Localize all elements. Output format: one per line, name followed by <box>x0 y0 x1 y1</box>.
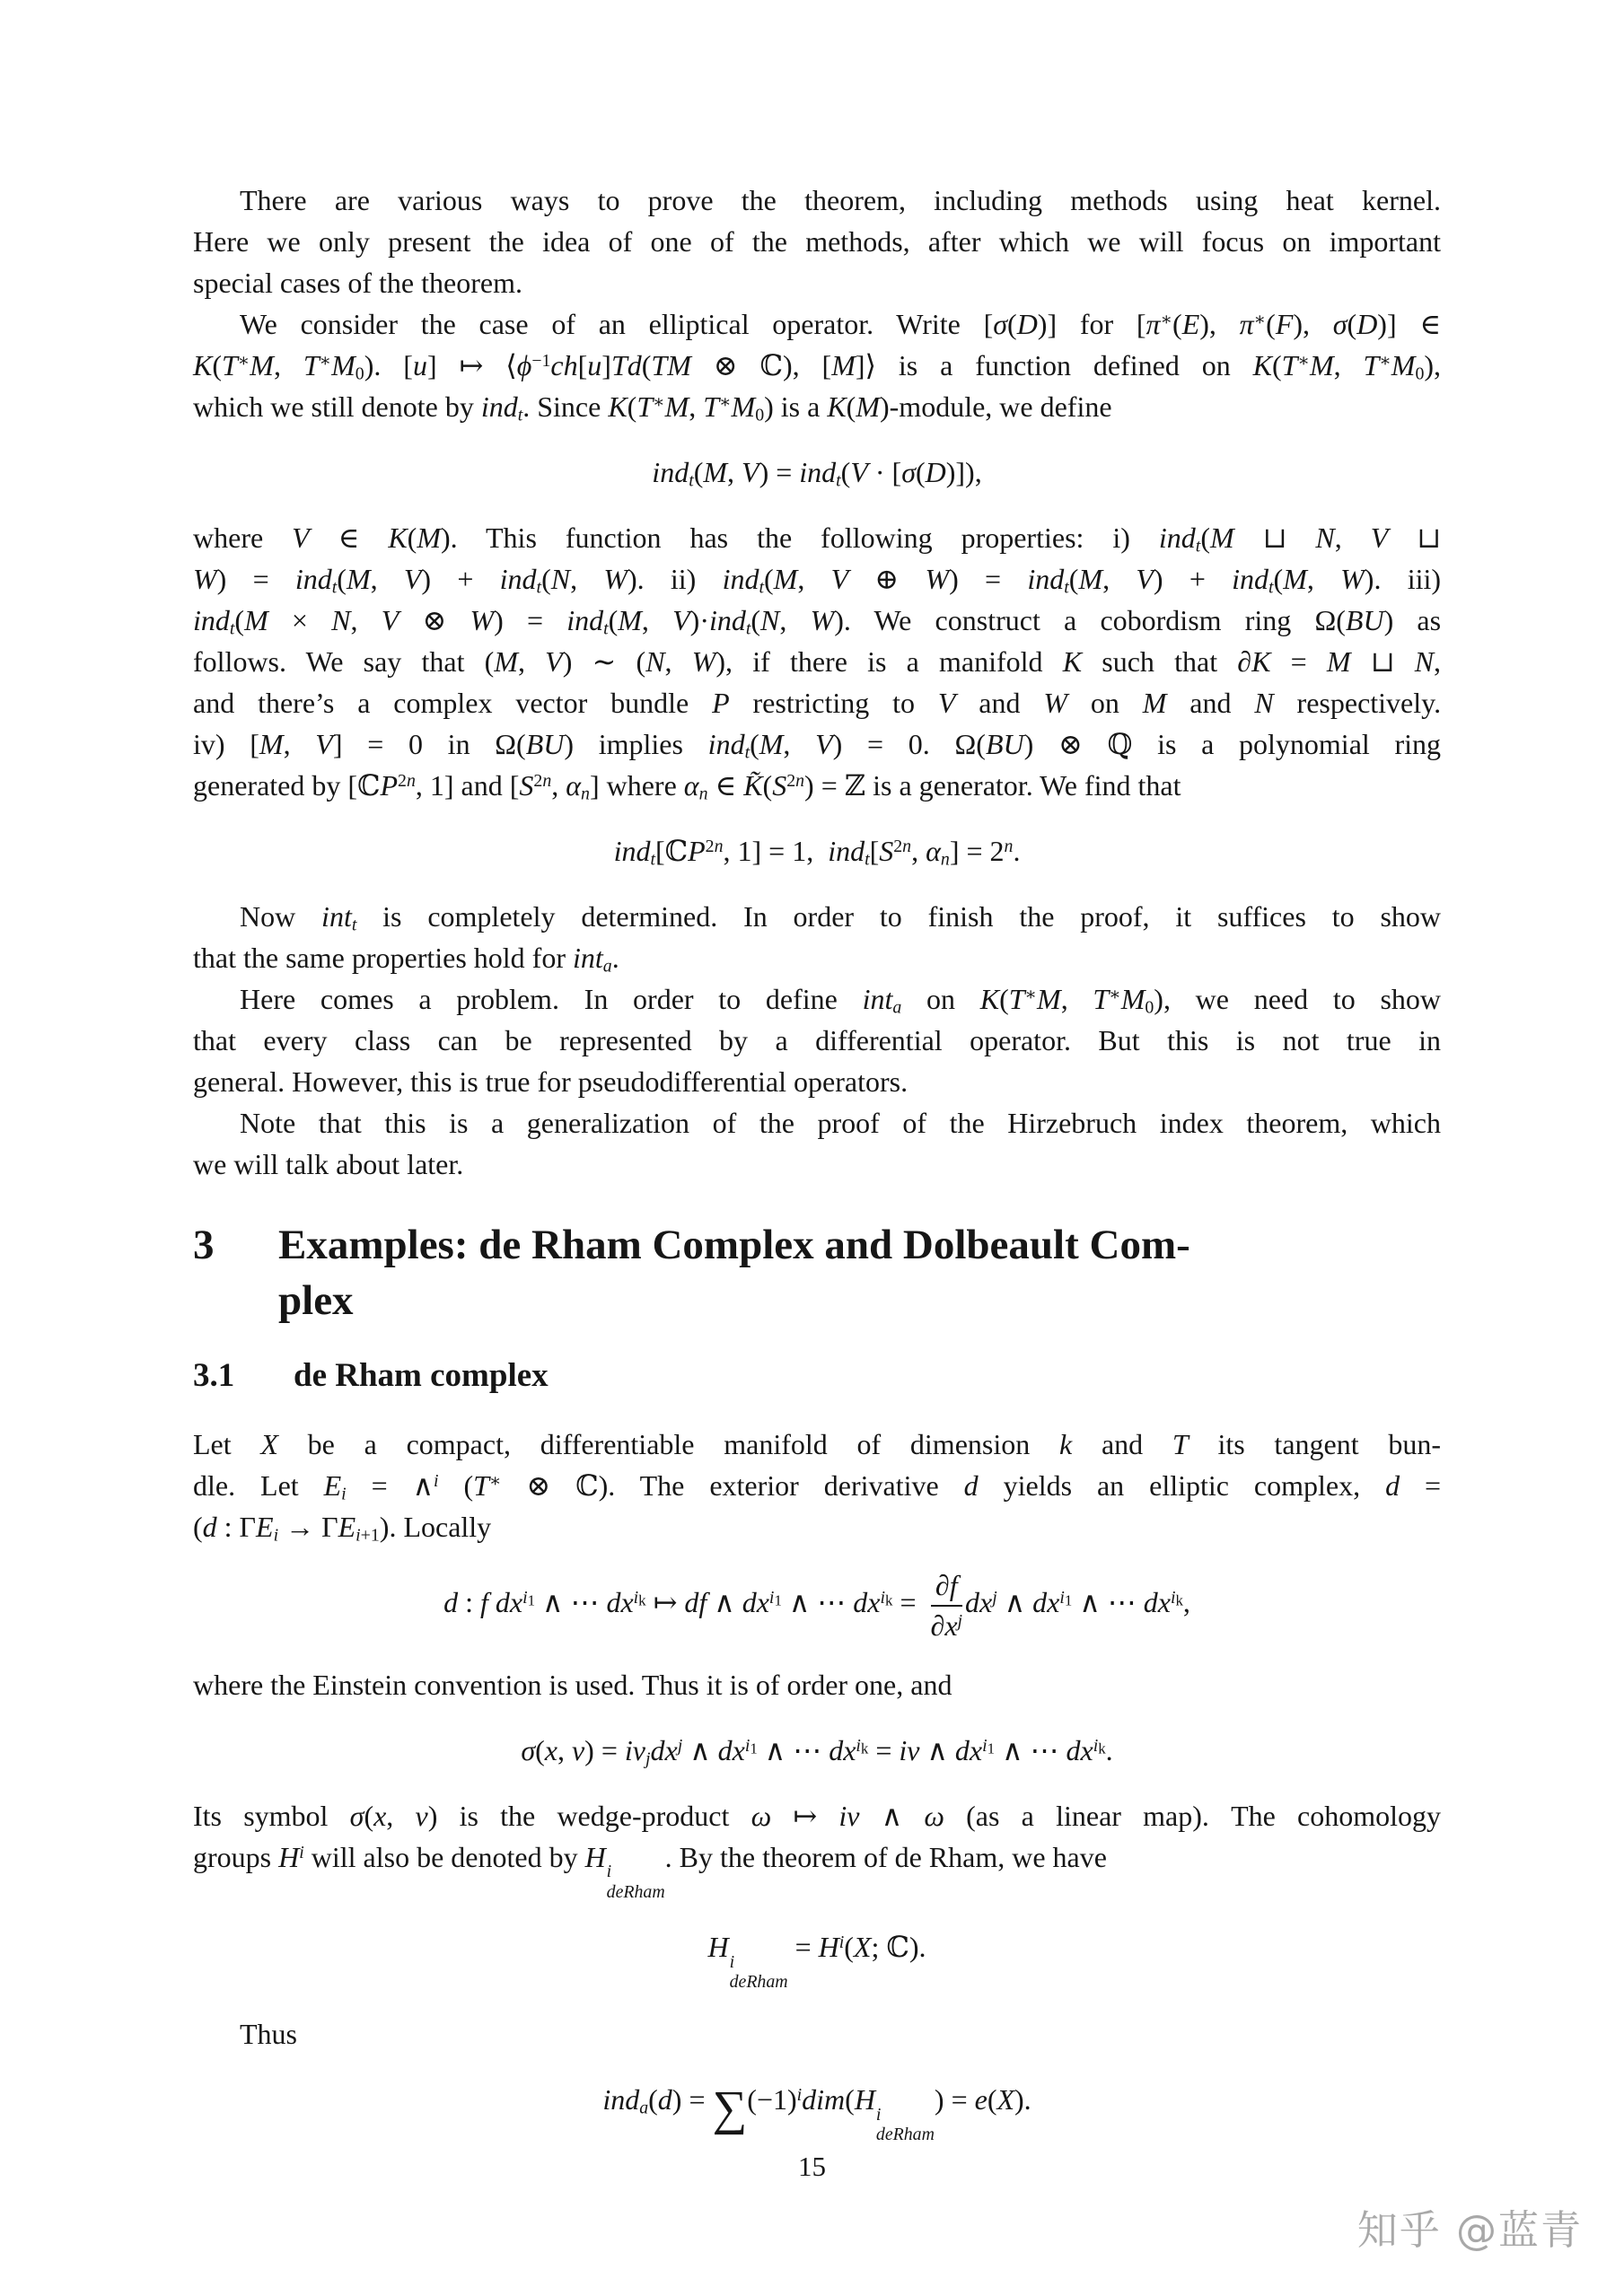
text-line: groups $H^i$ will also be denoted by H i deRham . By the theorem of de Rham, we have <box>193 1840 1107 1902</box>
section-number: 3 <box>193 1222 215 1268</box>
paragraph <box>193 517 1441 806</box>
text-line: special cases of the theorem. <box>193 267 522 299</box>
display-equation: $ind_a(d) = \sum(-1)^idim(H$ i deRham ) = e(X). <box>602 2081 1031 2145</box>
paragraph <box>193 1102 1441 1185</box>
text-line: There are various ways to prove the theorem, including methods using heat kernel. <box>240 184 1441 216</box>
paragraph <box>193 303 1441 427</box>
paragraph <box>193 1424 1441 1547</box>
paragraph <box>193 1795 1441 1902</box>
paragraph <box>193 896 1441 978</box>
page-number: 15 <box>798 2151 826 2182</box>
text-line: general. However, this is true for pseudodifferential operators. <box>193 1065 909 1098</box>
text-line: ind$_t$(M × N, V ⊗ W) = ind$_t$(M, V)·ind$_t$(N, W). We construct a cobordism ring Ω(BU) as <box>193 604 1442 639</box>
text-line: which we still denote by ind$_t$. Since K(T∗M, $T^∗M_0$) is a K(M)-module, we define <box>193 390 1112 425</box>
paragraph <box>193 2013 1441 2055</box>
text-line: and there’s a complex vector bundle P restricting to V and W on M and N respectively. <box>193 687 1442 719</box>
text-line: Now int$_t$ is completely determined. In order to finish the proof, it suffices to show <box>240 900 1442 935</box>
display-equation: ind$_t$[ℂP$^{2n}$, 1] = 1, $ind_t[S^{2n}$, $\alpha_n] = 2^n$. <box>613 835 1021 870</box>
text-line: We consider the case of an elliptical operator. Write [σ(D)] for [π∗(E), π∗(F), σ(D)] ∈ <box>240 308 1442 340</box>
text-line: Here we only present the idea of one of the methods, after which we will focus on important <box>193 225 1441 258</box>
subsection-heading <box>193 1355 1441 1397</box>
text-line: Note that this is a generalization of the proof of the Hirzebruch index theorem, which <box>240 1107 1441 1139</box>
subsection-title: de Rham complex <box>294 1357 549 1394</box>
display-equation: H i deRham = $H^i(X$; ℂ). <box>707 1930 926 1993</box>
text-line: iv) [M, V] = 0 in Ω(BU) implies ind$_t$(M, V) = 0. Ω(BU) ⊗ ℚ is a polynomial ring <box>193 728 1442 763</box>
text-line: K(T∗M, $T^∗M_0$). [u] ↦ $⟨\phi^{-1}ch[u]Td(TM$ ⊗ ℂ), [M]⟩ is a function defined on K(T∗M, $T^∗M_0$), <box>193 349 1442 384</box>
text-line: where V ∈ K(M). This function has the following properties: i) ind$_t$(M ⊔ N, V ⊔ <box>193 521 1442 556</box>
text-line: that the same properties hold for int$_a$. <box>193 942 619 977</box>
text-line: Let X be a compact, differentiable manifold of dimension k and T its tangent bun- <box>193 1428 1442 1460</box>
section-title-line: plex <box>278 1277 354 1324</box>
text-line: follows. We say that (M, V) ∼ (N, W), if there is a manifold K such that ∂K = M ⊔ N, <box>193 645 1442 678</box>
text-line: where the Einstein convention is used. Thus it is of order one, and <box>193 1668 952 1701</box>
text-line: Its symbol σ(x, v) is the wedge-product ω ↦ iv ∧ ω (as a linear map). The cohomology <box>193 1799 1442 1832</box>
section-heading <box>193 1217 1441 1328</box>
paragraph <box>193 978 1441 1102</box>
display-equation: d : f $dx^{i_1}$ ∧ ⋯ $dx^{i_k}$ ↦ df ∧ $dx^{i_1}$ ∧ ⋯ $dx^{i_k}$ = $\frac{\partial f}{\partial x^j}$ $dx^j$ ∧ $dx^{i_1}$ ∧ ⋯ $dx^{i_k}$, <box>443 1569 1190 1642</box>
text-line: that every class can be represented by a differential operator. But this is not true in <box>193 1024 1441 1056</box>
text-line: W) = ind$_t$(M, V) + ind$_t$(N, W). ii) ind$_t$(M, V ⊕ W) = ind$_t$(M, V) + ind$_t$(M, W). iii) <box>193 563 1442 598</box>
text-line: dle. Let $E_i$ = ∧$^i$ (T∗ ⊗ ℂ). The exterior derivative d yields an elliptic complex, d = <box>193 1469 1442 1504</box>
watermark-text: 知乎 @蓝青 <box>1356 2206 1583 2254</box>
section-title-line: Examples: de Rham Complex and Dolbeault Com- <box>278 1222 1190 1268</box>
paragraph <box>193 180 1441 303</box>
paragraph <box>193 1664 1441 1705</box>
section-title <box>278 1217 1190 1328</box>
text-line: (d : $\Gamma E_i \to \Gamma E_{i+1}$). Locally <box>193 1511 492 1546</box>
display-equation: ind$_t$(M, V) = ind$_t$(V · [σ(D)]), <box>652 456 982 491</box>
text-line: we will talk about later. <box>193 1148 464 1180</box>
page-content <box>193 180 1441 2167</box>
text-line: generated by [ℂP$^{2n}$, 1] and [$S^{2n}$, $\alpha_n$] where $\alpha_n$ ∈ $K̃(S^{2n})$ = ℤ is a generator. We find that <box>193 769 1181 804</box>
text-line: Thus <box>240 2018 297 2051</box>
text-line: Here comes a problem. In order to define int$_a$ on K(T∗M, $T^∗M_0$), we need to show <box>240 983 1442 1018</box>
subsection-number: 3.1 <box>193 1357 235 1394</box>
display-equation: σ(x, $v) = iv_jdx^j$ ∧ $dx^{i_1}$ ∧ ⋯ $dx^{i_k}$ = iv ∧ $dx^{i_1}$ ∧ ⋯ $dx^{i_k}$. <box>521 1733 1113 1768</box>
